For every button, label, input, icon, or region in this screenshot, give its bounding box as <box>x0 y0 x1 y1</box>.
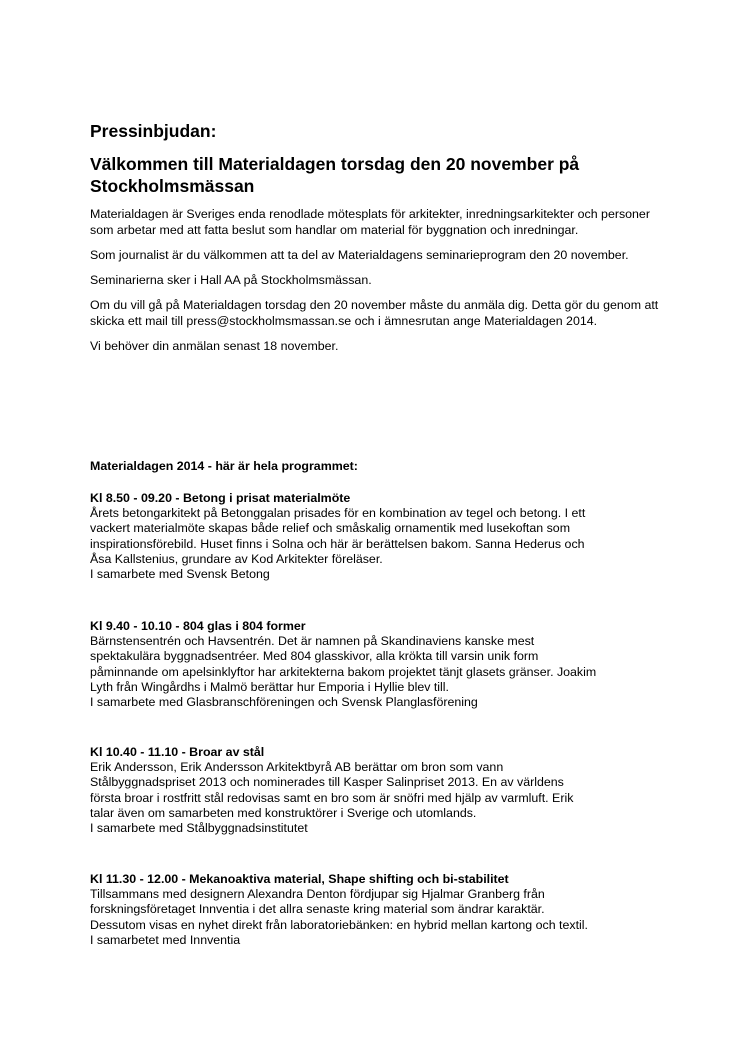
intro-paragraph: Vi behöver din anmälan senast 18 november. <box>90 339 339 353</box>
session-title: Kl 9.40 - 10.10 - 804 glas i 804 former <box>90 619 306 633</box>
session-line: talar även om samarbeten med konstruktörer i Sverige och utomlands. <box>90 805 477 820</box>
session-line: första broar i rostfritt stål redovisas samt en bro som är snöfri med hjälp av varmluft. Erik <box>90 790 574 805</box>
session-line: I samarbete med Stålbyggnadsinstitutet <box>90 821 308 836</box>
intro-paragraph: Som journalist är du välkommen att ta del av Materialdagens seminarieprogram den 20 november. <box>90 248 629 262</box>
session-line: Årets betongarkitekt på Betonggalan prisades för en kombination av tegel och betong. I ett <box>90 506 586 521</box>
session-line: Bärnstensentrén och Havsentrén. Det är namnen på Skandinaviens kanske mest <box>90 634 535 649</box>
document-heading: Pressinbjudan: <box>90 121 217 141</box>
session-block <box>90 491 665 582</box>
intro-paragraph: Om du vill gå på Materialdagen torsdag den 20 november måste du anmäla dig. Detta gör du genom att skicka ett mail till press@stockholmsmassan.se och i ämnesrutan ange Materialdagen 2014. <box>90 298 659 328</box>
session-title: Kl 10.40 - 11.10 - Broar av stål <box>90 745 265 759</box>
session-line: I samarbete med Svensk Betong <box>90 567 270 582</box>
session-block <box>90 872 665 948</box>
session-block <box>90 619 665 710</box>
intro-paragraph: Seminarierna sker i Hall AA på Stockholmsmässan. <box>90 273 372 287</box>
session-line: I samarbete med Glasbranschföreningen och Svensk Planglasförening <box>90 695 478 710</box>
document-title: Välkommen till Materialdagen torsdag den 20 november på Stockholmsmässan <box>90 154 580 196</box>
session-line: påminnande om apelsinklyftor har arkitekterna bakom projektet tänjt glasets gränser. Joakim <box>90 664 597 679</box>
session-line: Erik Andersson, Erik Andersson Arkitektbyrå AB berättar om bron som vann <box>90 760 504 775</box>
session-line: vackert materialmöte skapas både relief och småskalig ornamentik med lusekoftan som <box>90 521 571 536</box>
session-block <box>90 745 665 836</box>
session-title: Kl 8.50 - 09.20 - Betong i prisat materialmöte <box>90 491 351 505</box>
session-line: Åsa Kallstenius, grundare av Kod Arkitekter föreläser. <box>90 551 383 566</box>
session-line: inspirationsförebild. Huset finns i Solna och här är berättelsen bakom. Sanna Hederus och <box>90 536 585 551</box>
session-line: Stålbyggnadspriset 2013 och nominerades till Kasper Salinpriset 2013. En av världens <box>90 775 564 790</box>
session-line: I samarbetet med Innventia <box>90 932 241 947</box>
session-title: Kl 11.30 - 12.00 - Mekanoaktiva material, Shape shifting och bi-stabilitet <box>90 872 509 886</box>
session-line: forskningsföretaget Innventia i det allra senaste kring material som ändrar karaktär. <box>90 902 545 917</box>
session-line: spektakulära byggnadsentréer. Med 804 glasskivor, alla krökta till varsin unik form <box>90 649 539 664</box>
session-line: Tillsammans med designern Alexandra Denton fördjupar sig Hjalmar Granberg från <box>90 887 545 902</box>
program-heading: Materialdagen 2014 - här är hela programmet: <box>90 459 358 473</box>
session-line: Dessutom visas en nyhet direkt från laboratoriebänken: en hybrid mellan kartong och textil. <box>90 917 588 932</box>
intro-section <box>90 206 660 363</box>
intro-paragraph: Materialdagen är Sveriges enda renodlade mötesplats för arkitekter, inredningsarkitekter och personer som arbetar med att fatta beslut som handlar om material för byggnation och inredningar. <box>90 207 650 237</box>
session-line: Lyth från Wingårdhs i Malmö berättar hur Emporia i Hyllie blev till. <box>90 679 450 694</box>
